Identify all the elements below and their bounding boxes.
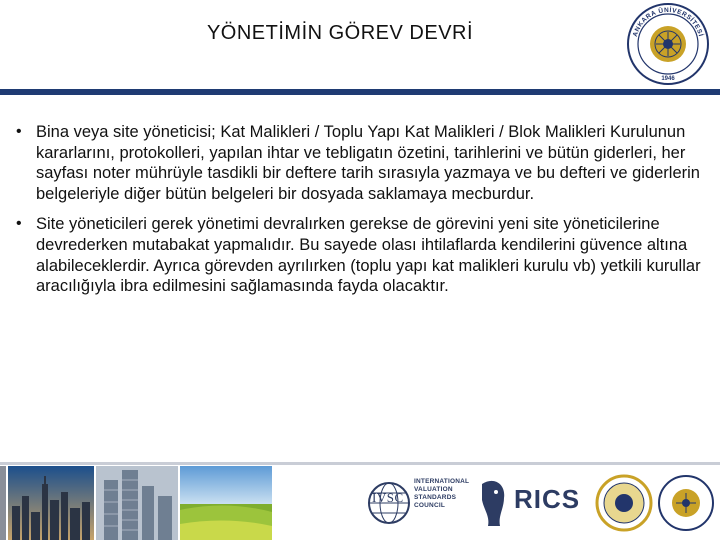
bullet-dot-icon: • — [16, 123, 22, 140]
ivsc-label: IVSC — [372, 490, 404, 505]
modern-towers-photo — [96, 466, 178, 540]
seal-top-text: ANKARA ÜNİVERSİTESİ — [631, 6, 705, 38]
content-body — [14, 122, 704, 307]
ivsc-full-name: INTERNATIONAL VALUATION STANDARDS COUNCIL — [414, 478, 470, 509]
header-rule — [0, 89, 720, 95]
partner-seal-logo — [594, 470, 654, 536]
city-skyline-photo — [8, 466, 94, 540]
bullet-text: Bina veya site yöneticisi; Kat Malikleri / Toplu Yapı Kat Malikleri / Blok Malikleri Kurulunun kararlarını, protokolleri, yapılan ihtar ve tebligatın özetini, tarihlerini ve bütün giderleri, her sayfası noter mührüyle tasdikli bir deftere tarih sırasıyla yazmaya ve bu defteri ve giderlerin belgeleriyle diğer bütün belgeleri bir dosyada saklamaya mecburdur. — [36, 123, 700, 203]
footer-side-strip — [0, 466, 6, 540]
green-field-photo — [180, 466, 272, 540]
university-seal-small-logo — [656, 470, 716, 536]
rics-lion-icon — [474, 470, 512, 536]
bullet-dot-icon: • — [16, 215, 22, 233]
footer-rule — [0, 462, 720, 465]
university-seal-logo — [626, 2, 710, 86]
bullet-text: Site yöneticileri gerek yönetimi devralırken gerekse de görevini yeni site yöneticilerine devrederken mutabakat yapmalıdır. Bu sayede olası ihtilaflarda kendilerini güvence altına alabileceklerdir. Ayrıca görevden ayrılırken (toplu yapı kat malikleri kurulu vb) yetkili kurullar aracılığıyla ibra edilmesini sağlamasında fayda olacaktır. — [36, 215, 701, 296]
bullet-item — [14, 214, 704, 296]
page-title: YÖNETİMİN GÖREV DEVRİ — [206, 22, 474, 44]
seal-year: 1946 — [661, 76, 675, 82]
rics-label: RICS — [514, 484, 581, 514]
footer-banner — [0, 462, 720, 540]
bullet-item — [14, 122, 704, 204]
